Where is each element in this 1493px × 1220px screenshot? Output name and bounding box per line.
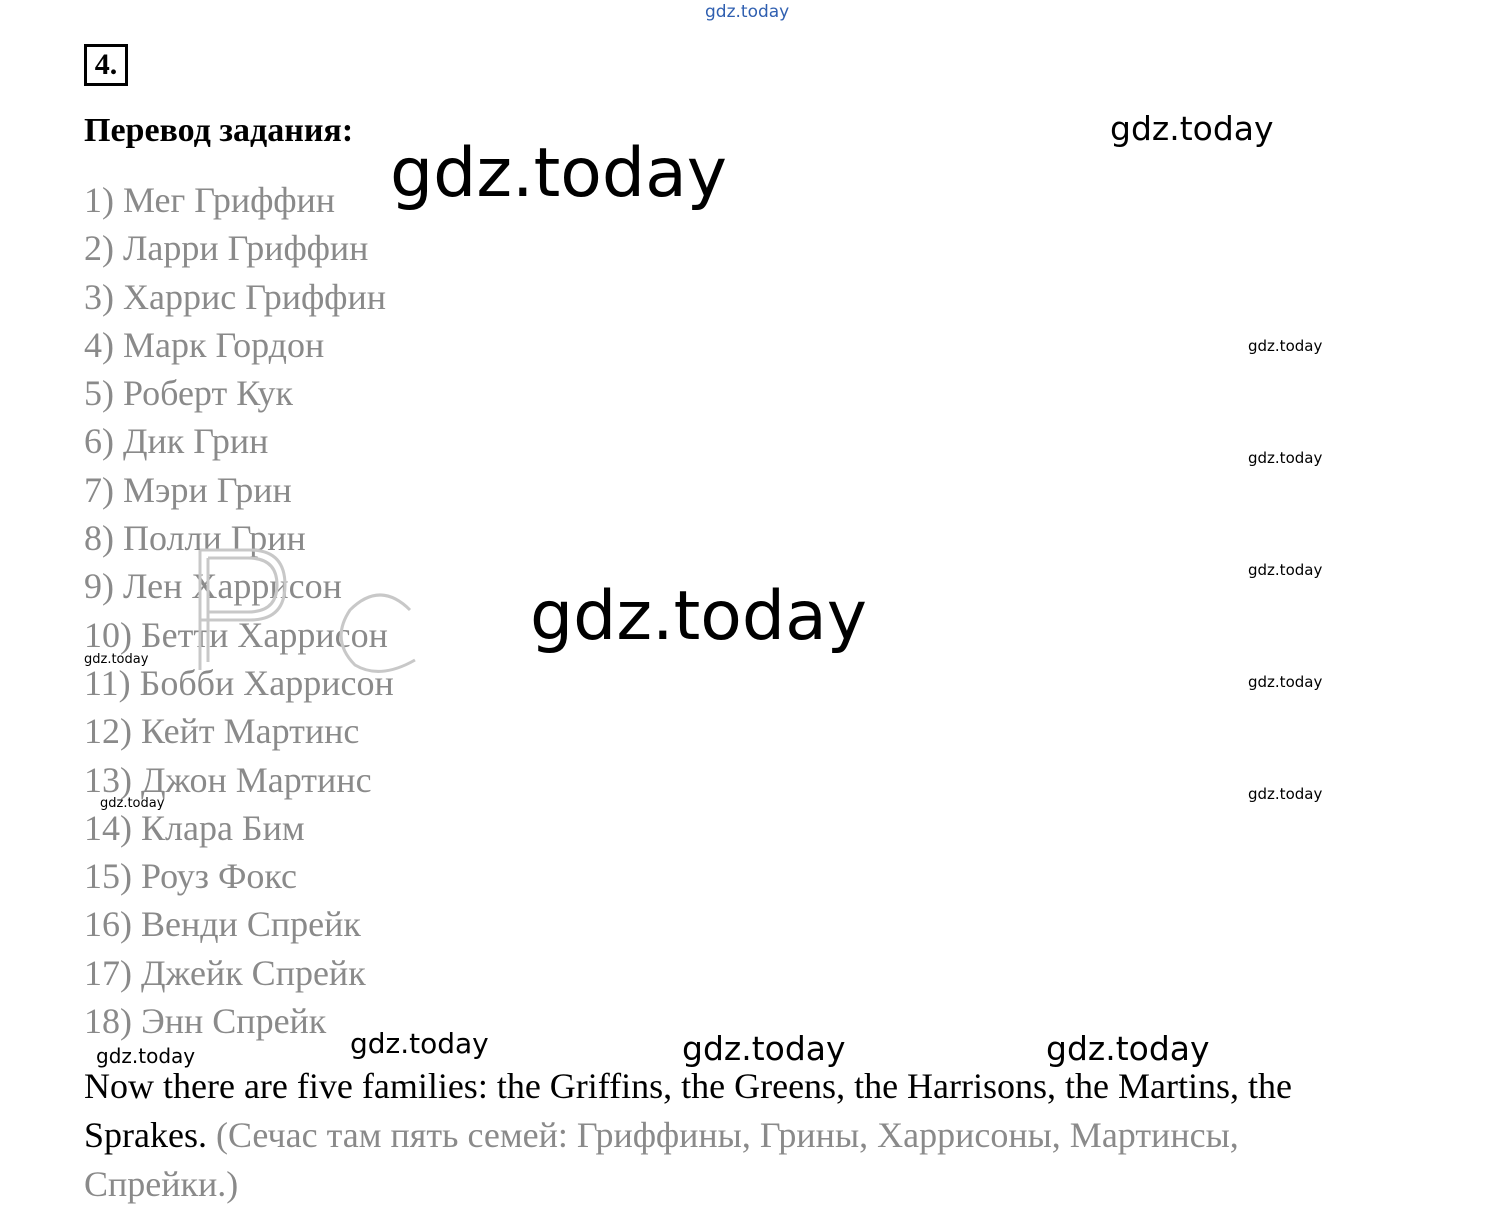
watermark-text: gdz.today [682, 1029, 846, 1068]
summary-translation: (Сечас там пять семей: Гриффины, Грины, Харрисоны, Мартинсы, Спрейки.) [84, 1115, 1239, 1204]
watermark-text: gdz.today [100, 796, 165, 811]
list-item: 17) Джейк Спрейк [84, 952, 366, 993]
list-item: 15) Роуз Фокс [84, 856, 297, 897]
list-item: 7) Мэри Грин [84, 469, 292, 510]
list-item: 8) Полли Грин [84, 518, 306, 559]
list-item: 5) Роберт Кук [84, 373, 293, 414]
watermark-text: gdz.today [1046, 1029, 1210, 1068]
watermark-text: gdz.today [350, 1027, 489, 1060]
watermark-text: gdz.today [1110, 109, 1274, 148]
list-item: 11) Бобби Харрисон [84, 662, 394, 703]
watermark-text: gdz.today [84, 652, 149, 667]
list-item: 1) Мег Гриффин [84, 180, 336, 220]
watermark-text: gdz.today [530, 577, 867, 656]
task-heading: Перевод задания: [84, 112, 354, 149]
list-item: 10) Бетти Харрисон [84, 614, 388, 655]
watermark-text: gdz.today [705, 2, 790, 22]
watermark-text: gdz.today [1248, 449, 1323, 467]
watermark-text: gdz.today [1248, 561, 1323, 579]
list-item: 9) Лен Харрисон [84, 566, 342, 607]
task-number: 4. [84, 44, 128, 86]
list-item: 18) Энн Спрейк [84, 1001, 327, 1042]
watermark-text: gdz.today [1248, 673, 1323, 691]
summary-english: Now there are five families: the Griffins, the Greens, the Harrisons, the Martins, the Sprakes. [84, 1066, 1292, 1155]
watermark-text: gdz.today [390, 134, 727, 213]
summary-paragraph [84, 1062, 1374, 1209]
list-item: 2) Ларри Гриффин [84, 228, 369, 269]
list-item: 6) Дик Грин [84, 421, 269, 462]
list-item: 13) Джон Мартинс [84, 759, 372, 800]
list-item: 16) Венди Спрейк [84, 904, 361, 945]
list-item: 14) Клара Бим [84, 807, 305, 848]
watermark-text: gdz.today [96, 1044, 196, 1068]
watermark-text: gdz.today [1248, 337, 1323, 355]
list-item: 3) Харрис Гриффин [84, 276, 386, 317]
names-list [84, 176, 394, 1045]
list-item: 4) Марк Гордон [84, 324, 325, 365]
watermark-text: gdz.today [1248, 785, 1323, 803]
list-item: 12) Кейт Мартинс [84, 711, 360, 752]
